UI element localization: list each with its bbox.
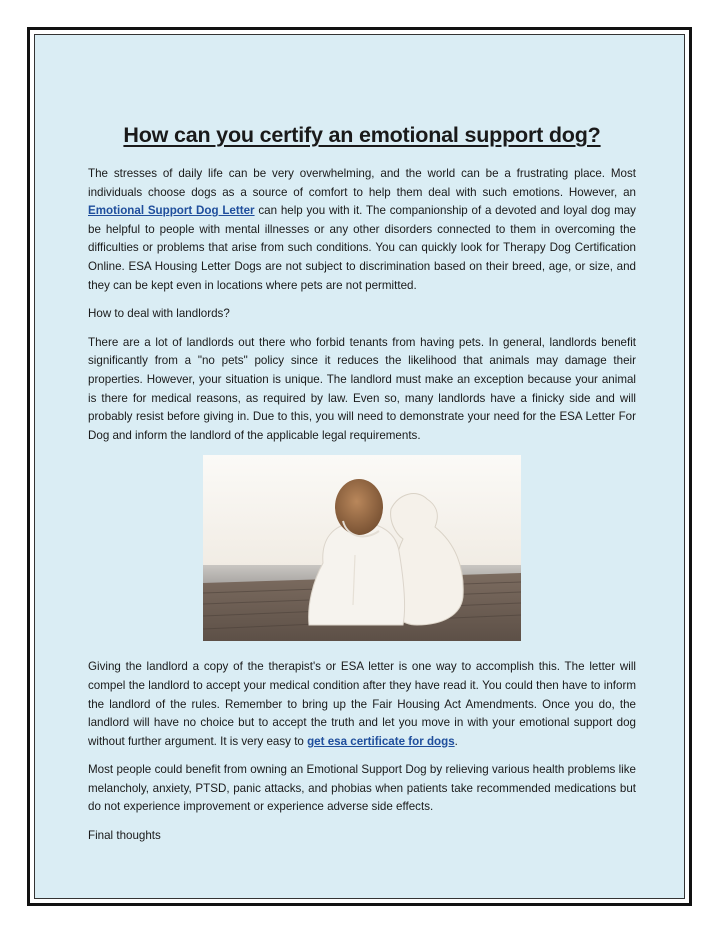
article-title: How can you certify an emotional support dog? xyxy=(123,123,601,147)
esa-letter-link[interactable]: Emotional Support Dog Letter xyxy=(88,204,255,218)
paragraph-letter-text-1: Giving the landlord a copy of the therapist's or ESA letter is one way to accomplish this. The letter will compel the landlord to accept your medical condition after they have read it. You could then have to inform the landlord of the rules. Remember to bring up the Fair Housing Act Amendments. Once you do, the landlord will have no choice but to accept the truth and let you move in with your emotional support dog without further argument. It is very easy to xyxy=(88,660,636,748)
paragraph-benefits: Most people could benefit from owning an Emotional Support Dog by relieving various health problems like melancholy, anxiety, PTSD, panic attacks, and phobias when patients take recommended medications but do not experience improvement or experience adverse side effects. xyxy=(88,763,636,814)
paragraph-intro xyxy=(88,165,636,295)
woman-and-dog-photo xyxy=(203,455,521,641)
paragraph-landlords: There are a lot of landlords out there who forbid tenants from having pets. In general, landlords benefit significantly from a "no pets" policy since it reduces the likelihood that animals may damage their properties. However, your situation is unique. The landlord must make an exception because your animal is there for medical reasons, as required by law. Even so, many landlords have a finicky side and will probably resist before giving in. Due to this, you will need to demonstrate your need for the ESA Letter For Dog and inform the landlord of the applicable legal requirements. xyxy=(88,335,636,442)
paragraph-letter-text-2: . xyxy=(454,734,458,748)
paragraph-letter xyxy=(88,658,636,751)
section-heading-landlords: How to deal with landlords? xyxy=(88,307,230,321)
esa-certificate-link[interactable]: get esa certificate for dogs xyxy=(307,734,455,748)
woman-hair xyxy=(335,479,383,535)
page-frame xyxy=(27,27,692,906)
article xyxy=(88,123,636,856)
page-background xyxy=(34,34,685,899)
paragraph-intro-text-2: can help you with it. The companionship of a devoted and loyal dog may be helpful to people with mental illnesses or any other disorders connected to them in overcoming the difficulties or problems that arise from such conditions. You can quickly look for Therapy Dog Certification Online. ESA Housing Letter Dogs are not subject to discrimination based on their breed, age, or size, and they can be kept even in locations where pets are not permitted. xyxy=(88,204,636,292)
paragraph-intro-text-1: The stresses of daily life can be very overwhelming, and the world can be a frustrating place. Most individuals choose dogs as a source of comfort to help them deal with such emotions. However, an xyxy=(88,167,636,199)
article-photo xyxy=(88,455,636,641)
section-heading-final-thoughts: Final thoughts xyxy=(88,829,161,843)
